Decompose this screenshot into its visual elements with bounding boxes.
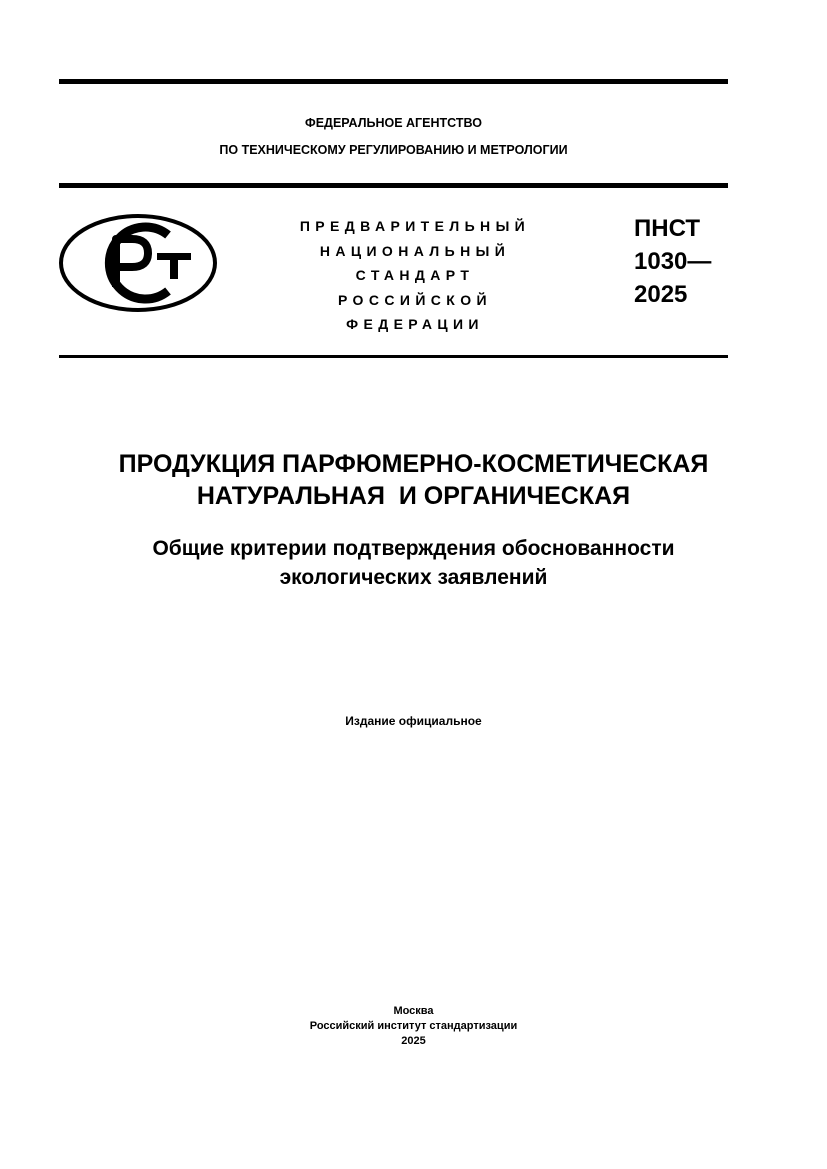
standard-type-line-3: СТАНДАРТ: [355, 267, 475, 283]
document-title: [40, 448, 787, 512]
designation-prefix: ПНСТ: [634, 215, 700, 242]
title-line-2: НАТУРАЛЬНАЯ И ОРГАНИЧЕСКАЯ: [196, 482, 631, 510]
title-line-1: ПРОДУКЦИЯ ПАРФЮМЕРНО-КОСМЕТИЧЕСКАЯ: [118, 450, 709, 478]
agency-line-1: ФЕДЕРАЛЬНОЕ АГЕНТСТВО: [305, 116, 482, 130]
header-rule: [59, 183, 728, 188]
edition-label: Издание официальное: [345, 714, 482, 728]
designation-rule: [59, 355, 728, 358]
standard-designation: [634, 212, 711, 311]
document-subtitle: [40, 534, 787, 592]
imprint-year: 2025: [401, 1035, 426, 1047]
gost-r-emblem-icon: [58, 213, 218, 313]
standard-type: [270, 214, 560, 337]
subtitle-line-1: Общие критерии подтверждения обоснованности: [152, 537, 675, 560]
agency-name: [59, 110, 728, 164]
designation-year: 2025: [634, 281, 688, 308]
agency-line-2: ПО ТЕХНИЧЕСКОМУ РЕГУЛИРОВАНИЮ И МЕТРОЛОГИИ: [219, 143, 568, 157]
designation-number: 1030—: [634, 248, 712, 275]
imprint-city: Москва: [393, 1005, 434, 1017]
top-rule: [59, 79, 728, 84]
imprint-publisher: Российский институт стандартизации: [309, 1020, 518, 1032]
standard-type-line-2: НАЦИОНАЛЬНЫЙ: [319, 242, 511, 259]
standard-type-line-4: РОССИЙСКОЙ: [338, 291, 492, 308]
standard-type-line-1: ПРЕДВАРИТЕЛЬНЫЙ: [299, 218, 531, 234]
imprint: [40, 1004, 787, 1049]
subtitle-line-2: экологических заявлений: [279, 566, 548, 589]
standard-type-line-5: ФЕДЕРАЦИИ: [346, 316, 484, 332]
